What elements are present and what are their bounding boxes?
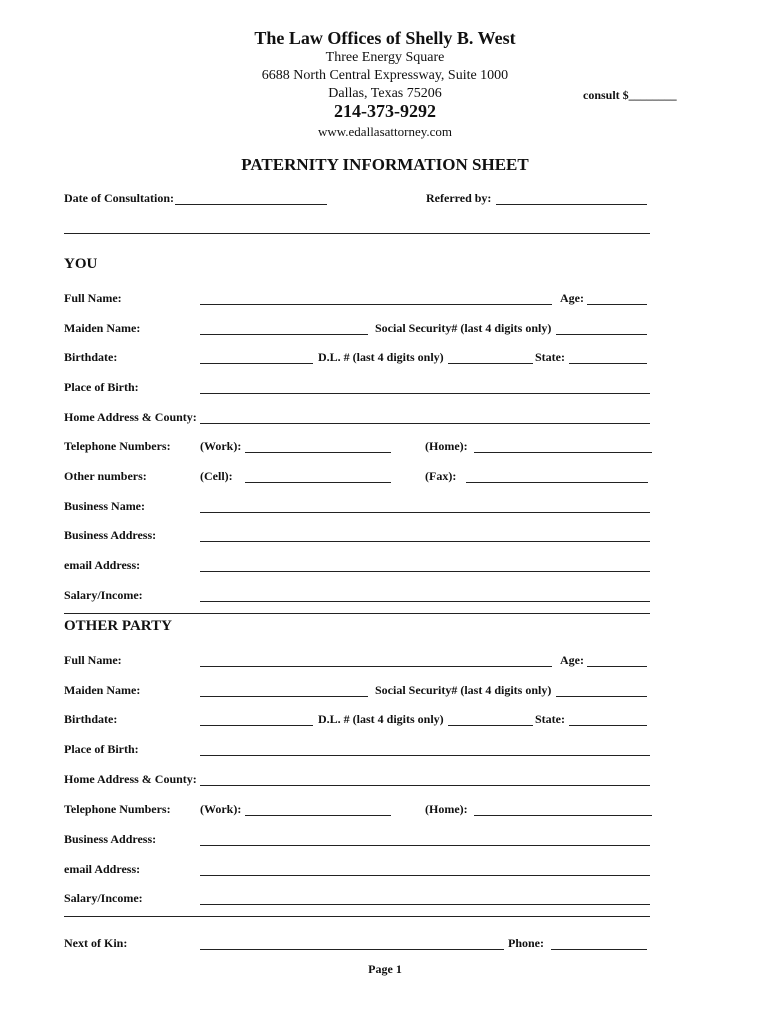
you-place-of-birth-line[interactable] [200, 393, 650, 394]
you-telephone-numbers-label: Telephone Numbers: [64, 439, 171, 453]
document-title: PATERNITY INFORMATION SHEET [241, 155, 529, 174]
firm-phone: 214-373-9292 [334, 101, 436, 121]
you-home-label: (Home): [425, 439, 468, 453]
other-home-line[interactable] [474, 815, 652, 816]
you-home-address-label: Home Address & County: [64, 410, 197, 424]
you-full-name-line[interactable] [200, 304, 552, 305]
other-maiden-name-line[interactable] [200, 696, 368, 697]
other-full-name-label: Full Name: [64, 653, 122, 667]
page-number: Page 1 [368, 962, 402, 976]
you-cell-line[interactable] [245, 482, 391, 483]
you-business-name-line[interactable] [200, 512, 650, 513]
you-heading: YOU [64, 256, 98, 272]
other-state-label: State: [535, 712, 565, 726]
you-email-address-line[interactable] [200, 571, 650, 572]
referred-by-label: Referred by: [426, 191, 492, 205]
other-home-address-label: Home Address & County: [64, 772, 197, 786]
other-home-address-line[interactable] [200, 785, 650, 786]
other-ssn-label: Social Security# (last 4 digits only) [375, 683, 552, 697]
divider [64, 613, 650, 614]
address-line-3: Dallas, Texas 75206 [328, 86, 442, 101]
date-of-consultation-line[interactable] [175, 204, 327, 205]
you-full-name-label: Full Name: [64, 291, 122, 305]
you-birthdate-label: Birthdate: [64, 350, 118, 364]
other-email-address-label: email Address: [64, 862, 141, 876]
other-dl-label: D.L. # (last 4 digits only) [318, 712, 444, 726]
you-home-address-line[interactable] [200, 423, 650, 424]
next-of-kin-phone-line[interactable] [551, 949, 647, 950]
other-age-line[interactable] [587, 666, 647, 667]
you-email-address-label: email Address: [64, 558, 141, 572]
other-birthdate-label: Birthdate: [64, 712, 118, 726]
you-state-label: State: [535, 350, 565, 364]
other-work-line[interactable] [245, 815, 391, 816]
other-maiden-name-label: Maiden Name: [64, 683, 141, 697]
other-dl-line[interactable] [448, 725, 533, 726]
you-dl-line[interactable] [448, 363, 533, 364]
other-home-label: (Home): [425, 802, 468, 816]
you-age-line[interactable] [587, 304, 647, 305]
other-place-of-birth-label: Place of Birth: [64, 742, 139, 756]
you-business-name-label: Business Name: [64, 499, 146, 513]
you-ssn-label: Social Security# (last 4 digits only) [375, 321, 552, 335]
other-ssn-line[interactable] [556, 696, 647, 697]
you-fax-label: (Fax): [425, 469, 457, 483]
next-of-kin-label: Next of Kin: [64, 936, 128, 950]
you-birthdate-line[interactable] [200, 363, 313, 364]
you-salary-income-line[interactable] [200, 601, 650, 602]
you-age-label: Age: [560, 291, 584, 305]
firm-name: The Law Offices of Shelly B. West [254, 28, 516, 48]
other-party-heading: OTHER PARTY [64, 618, 172, 634]
you-ssn-line[interactable] [556, 334, 647, 335]
you-place-of-birth-label: Place of Birth: [64, 380, 139, 394]
address-line-2: 6688 North Central Expressway, Suite 1000 [261, 68, 509, 83]
you-home-line[interactable] [474, 452, 652, 453]
you-business-address-label: Business Address: [64, 528, 157, 542]
other-state-line[interactable] [569, 725, 647, 726]
you-dl-label: D.L. # (last 4 digits only) [318, 350, 444, 364]
referred-by-line[interactable] [496, 204, 647, 205]
next-of-kin-line[interactable] [200, 949, 504, 950]
other-birthdate-line[interactable] [200, 725, 313, 726]
other-work-label: (Work): [200, 802, 242, 816]
you-work-line[interactable] [245, 452, 391, 453]
other-age-label: Age: [560, 653, 584, 667]
other-salary-income-line[interactable] [200, 904, 650, 905]
you-business-address-line[interactable] [200, 541, 650, 542]
date-of-consultation-label: Date of Consultation: [64, 191, 174, 205]
other-salary-income-label: Salary/Income: [64, 891, 143, 905]
you-work-label: (Work): [200, 439, 242, 453]
you-fax-line[interactable] [466, 482, 648, 483]
other-full-name-line[interactable] [200, 666, 552, 667]
you-other-numbers-label: Other numbers: [64, 469, 147, 483]
you-salary-income-label: Salary/Income: [64, 588, 143, 602]
consult-fee: consult $________ [583, 88, 677, 102]
you-cell-label: (Cell): [200, 469, 233, 483]
you-maiden-name-line[interactable] [200, 334, 368, 335]
firm-website: www.edallasattorney.com [317, 124, 453, 139]
other-business-address-line[interactable] [200, 845, 650, 846]
divider [64, 233, 650, 234]
divider [64, 916, 650, 917]
other-place-of-birth-line[interactable] [200, 755, 650, 756]
other-business-address-label: Business Address: [64, 832, 157, 846]
you-maiden-name-label: Maiden Name: [64, 321, 141, 335]
address-line-1: Three Energy Square [325, 50, 445, 65]
you-state-line[interactable] [569, 363, 647, 364]
next-of-kin-phone-label: Phone: [508, 936, 544, 950]
other-email-address-line[interactable] [200, 875, 650, 876]
other-telephone-numbers-label: Telephone Numbers: [64, 802, 171, 816]
